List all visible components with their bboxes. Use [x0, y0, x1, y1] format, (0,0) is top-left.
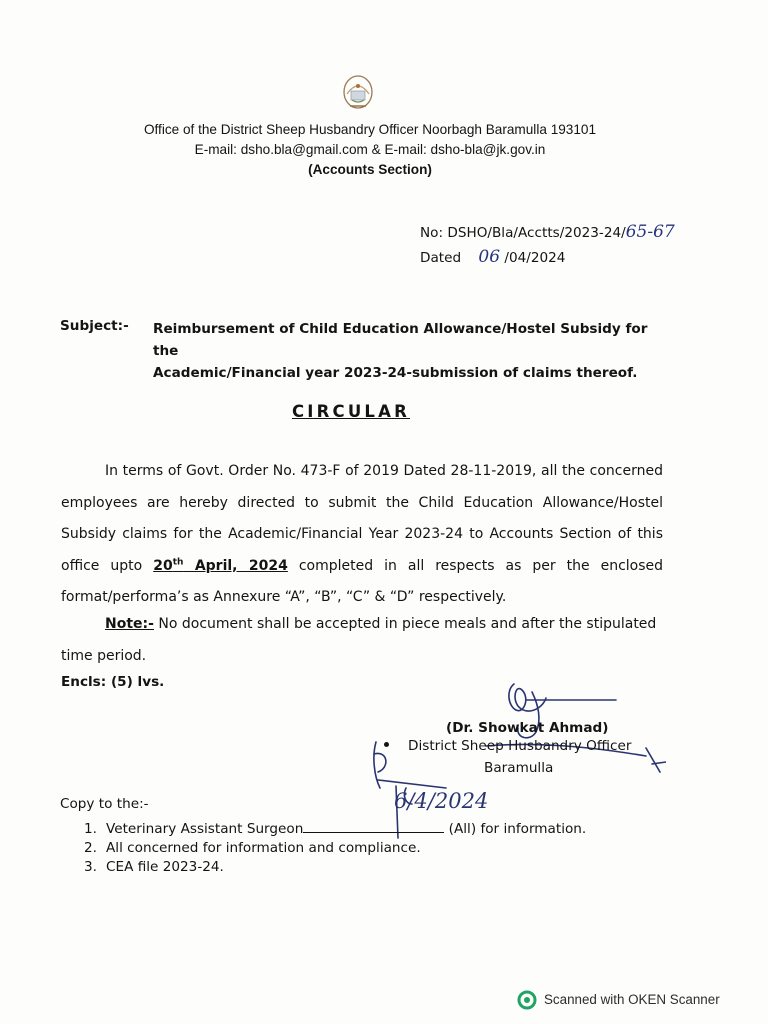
reference-number [420, 222, 675, 242]
reference-date-rest: /04/2024 [504, 250, 566, 266]
note-text: No document shall be accepted in piece meals and after the stipulated time period. [61, 616, 657, 664]
bullet-dot [384, 742, 389, 747]
signatory-designation: District Sheep Husbandry Officer [408, 738, 632, 754]
reference-date-handwritten: 06 [478, 247, 501, 267]
subject-line-2: Academic/Financial year 2023-24-submission of claims thereof. [153, 365, 638, 381]
note [61, 609, 663, 672]
copy-item: 2. All concerned for information and compliance. [84, 840, 421, 856]
emblem-icon [342, 74, 374, 112]
signatory-name: (Dr. Showkat Ahmad) [446, 720, 609, 736]
subject-line-1: Reimbursement of Child Education Allowance/Hostel Subsidy for the [153, 321, 648, 359]
subject-label: Subject:- [60, 318, 129, 334]
body-part-2: completed in all respects as per the enclosed format/performa’s as Annexure “A”, “B”, “C” & “D” respectively. [61, 557, 664, 605]
document-title: CIRCULAR [291, 402, 411, 421]
deadline: 20th April, 2024 [153, 556, 288, 574]
copy-item: 1. Veterinary Assistant Surgeon (All) for information. [84, 821, 587, 837]
subject-text [153, 318, 673, 384]
office-email: E-mail: dsho.bla@gmail.com & E-mail: dsho-bla@jk.gov.in [194, 142, 546, 157]
svg-text:6/4/2024: 6/4/2024 [394, 789, 489, 813]
reference-date [420, 247, 565, 267]
body-part-1: In terms of Govt. Order No. 473-F of 2019 Dated 28-11-2019, all the concerned employees are hereby directed to submit the Child Education Allowance/Hostel Subsidy claims for the Academic/Financial Year 2023-24 to Accounts Section of this office upto [61, 463, 663, 574]
circular-body [61, 456, 663, 614]
enclosure: Encls: (5) lvs. [61, 674, 165, 690]
reference-number-handwritten: 65-67 [625, 222, 675, 242]
blank-line [303, 820, 444, 833]
signatory-place: Baramulla [484, 760, 554, 776]
section-name: (Accounts Section) [308, 162, 432, 177]
office-name: Office of the District Sheep Husbandry Officer Noorbagh Baramulla 193101 [143, 122, 597, 137]
copy-to-label: Copy to the:- [60, 796, 149, 812]
reference-number-label: No: DSHO/Bla/Acctts/2023-24/ [420, 225, 626, 241]
scanner-watermark: Scanned with OKEN Scanner [544, 992, 720, 1007]
scanner-logo-icon [517, 990, 537, 1010]
reference-date-label: Dated [420, 250, 462, 266]
note-label: Note:- [105, 616, 154, 632]
copy-item: 3. CEA file 2023-24. [84, 859, 224, 875]
